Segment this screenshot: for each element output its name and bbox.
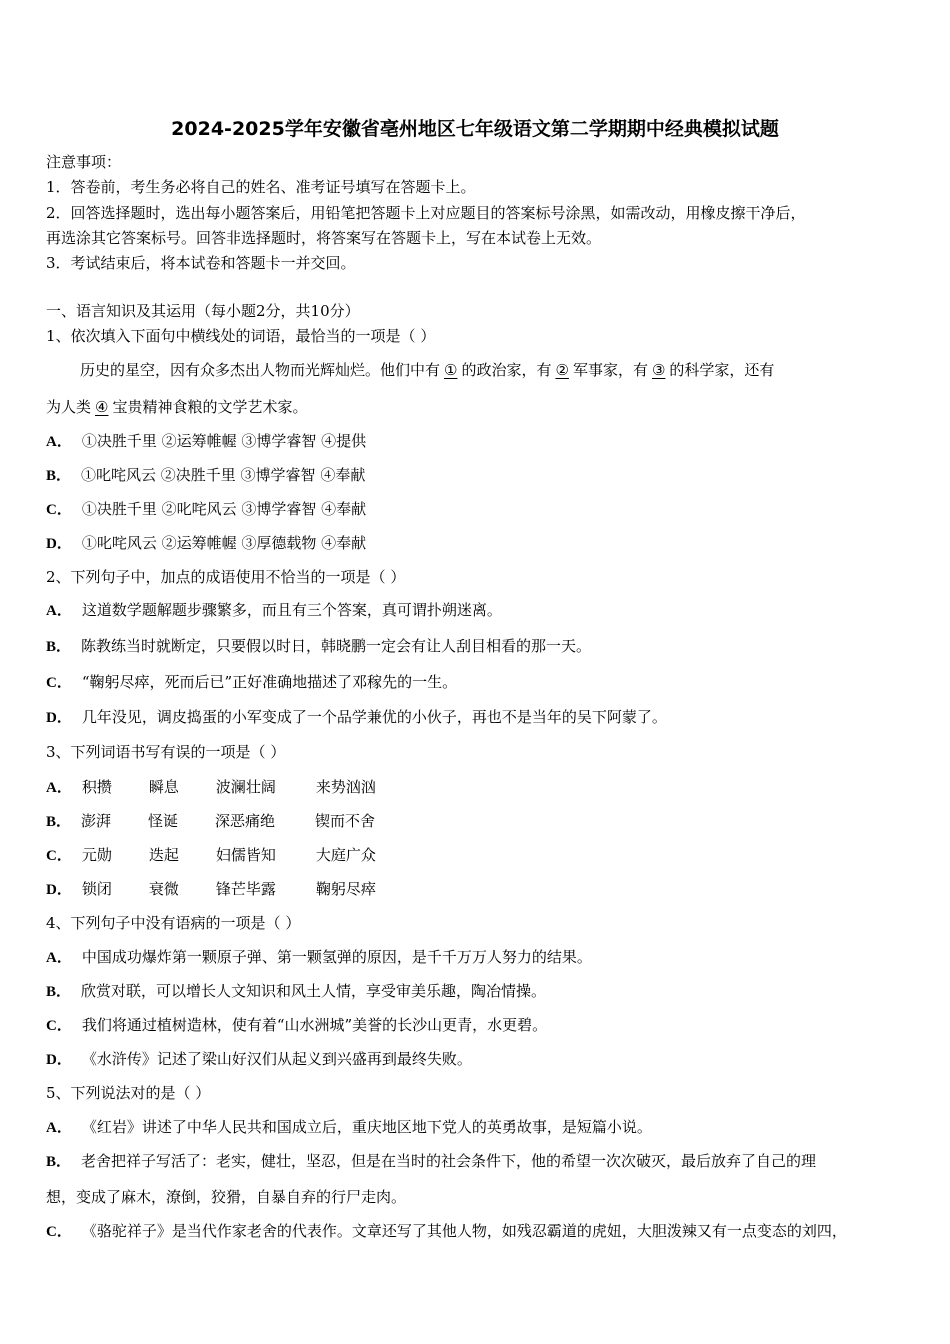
page-title: 2024-2025学年安徽省亳州地区七年级语文第二学期期中经典模拟试题 bbox=[171, 118, 779, 140]
option-b-continued: 想，变成了麻木，潦倒，狡猾，自暴自弃的行尸走肉。 bbox=[46, 1188, 407, 1206]
option-d[interactable]: D． 几年没见，调皮捣蛋的小军变成了一个品学兼优的小伙子，再也不是当年的吴下阿蒙了。 bbox=[46, 708, 667, 726]
notice-heading: 注意事项： bbox=[46, 153, 122, 171]
option-a[interactable]: A． 这道数学题解题步骤繁多，而且有三个答案，真可谓扑朔迷离。 bbox=[46, 601, 502, 619]
option-c[interactable]: C． ①决胜千里 ②叱咤风云 ③博学睿智 ④奉献 bbox=[46, 500, 367, 518]
question-1-passage-line: 历史的星空，因有众多杰出人物而光辉灿烂。他们中有 ① 的政治家，有 ② 军事家，有 ③ 的科学家，还有 bbox=[80, 361, 775, 379]
question-4-stem: 4、下列句子中没有语病的一项是（ ） bbox=[46, 914, 301, 932]
question-1-stem: 1、依次填入下面句中横线处的词语，最恰当的一项是（ ） bbox=[46, 327, 436, 345]
notice-item: 再选涂其它答案标号。回答非选择题时，将答案写在答题卡上，写在本试卷上无效。 bbox=[46, 229, 602, 247]
option-b[interactable]: B． 欣赏对联，可以增长人文知识和风土人情，享受审美乐趣，陶冶情操。 bbox=[46, 982, 547, 1000]
question-1-passage-line: 为人类 ④ 宝贵精神食粮的文学艺术家。 bbox=[46, 398, 308, 416]
option-a[interactable]: A． 中国成功爆炸第一颗原子弹、第一颗氢弹的原因，是千千万万人努力的结果。 bbox=[46, 948, 592, 966]
option-d[interactable]: D． 锁闭 衰微 锋芒毕露 鞠躬尽瘁 bbox=[46, 880, 376, 898]
option-a[interactable]: A． 积攒 瞬息 波澜壮阔 来势汹汹 bbox=[46, 778, 376, 796]
notice-item: 2．回答选择题时，选出每小题答案后，用铅笔把答题卡上对应题目的答案标号涂黑，如需改动，用橡皮擦干净后， bbox=[46, 204, 806, 222]
option-b[interactable]: B． 陈教练当时就断定，只要假以时日，韩晓鹏一定会有让人刮目相看的那一天。 bbox=[46, 637, 592, 655]
option-a[interactable]: A． 《红岩》讲述了中华人民共和国成立后，重庆地区地下党人的英勇故事，是短篇小说。 bbox=[46, 1118, 652, 1136]
blank-3: ③ bbox=[651, 361, 666, 379]
notice-item: 3．考试结束后，将本试卷和答题卡一并交回。 bbox=[46, 254, 356, 272]
question-2-stem: 2、下列句子中，加点的成语使用不恰当的一项是（ ） bbox=[46, 568, 406, 586]
option-c[interactable]: C． “鞠躬尽瘁，死而后已”正好准确地描述了邓稼先的一生。 bbox=[46, 673, 458, 691]
notice-item: 1．答卷前，考生务必将自己的姓名、准考证号填写在答题卡上。 bbox=[46, 178, 476, 196]
option-b[interactable]: B． 澎湃 怪诞 深恶痛绝 锲而不舍 bbox=[46, 812, 376, 830]
section-heading: 一、语言知识及其运用（每小题2分，共10分） bbox=[46, 302, 360, 320]
blank-4: ④ bbox=[95, 398, 109, 416]
option-c[interactable]: C． 元勋 迭起 妇儒皆知 大庭广众 bbox=[46, 846, 376, 864]
blank-2: ② bbox=[555, 361, 569, 379]
question-3-stem: 3、下列词语书写有误的一项是（ ） bbox=[46, 743, 286, 761]
question-5-stem: 5、下列说法对的是（ ） bbox=[46, 1084, 211, 1102]
blank-1: ① bbox=[444, 361, 458, 379]
option-d[interactable]: D． ①叱咤风云 ②运筹帷幄 ③厚德载物 ④奉献 bbox=[46, 534, 367, 552]
option-b[interactable]: B． ①叱咤风云 ②决胜千里 ③博学睿智 ④奉献 bbox=[46, 466, 366, 484]
option-c[interactable]: C． 我们将通过植树造林，使有着“山水洲城”美誉的长沙山更青，水更碧。 bbox=[46, 1016, 548, 1034]
option-c[interactable]: C． 《骆驼祥子》是当代作家老舍的代表作。文章还写了其他人物，如残忍霸道的虎妞，大胆泼辣又有一点变态的刘四， bbox=[46, 1222, 847, 1240]
option-b[interactable]: B． 老舍把祥子写活了：老实，健壮，坚忍，但是在当时的社会条件下，他的希望一次次破灭，最后放弃了自己的理 bbox=[46, 1152, 817, 1170]
option-a[interactable]: A． ①决胜千里 ②运筹帷幄 ③博学睿智 ④提供 bbox=[46, 432, 367, 450]
option-d[interactable]: D． 《水浒传》记述了梁山好汉们从起义到兴盛再到最终失败。 bbox=[46, 1050, 472, 1068]
